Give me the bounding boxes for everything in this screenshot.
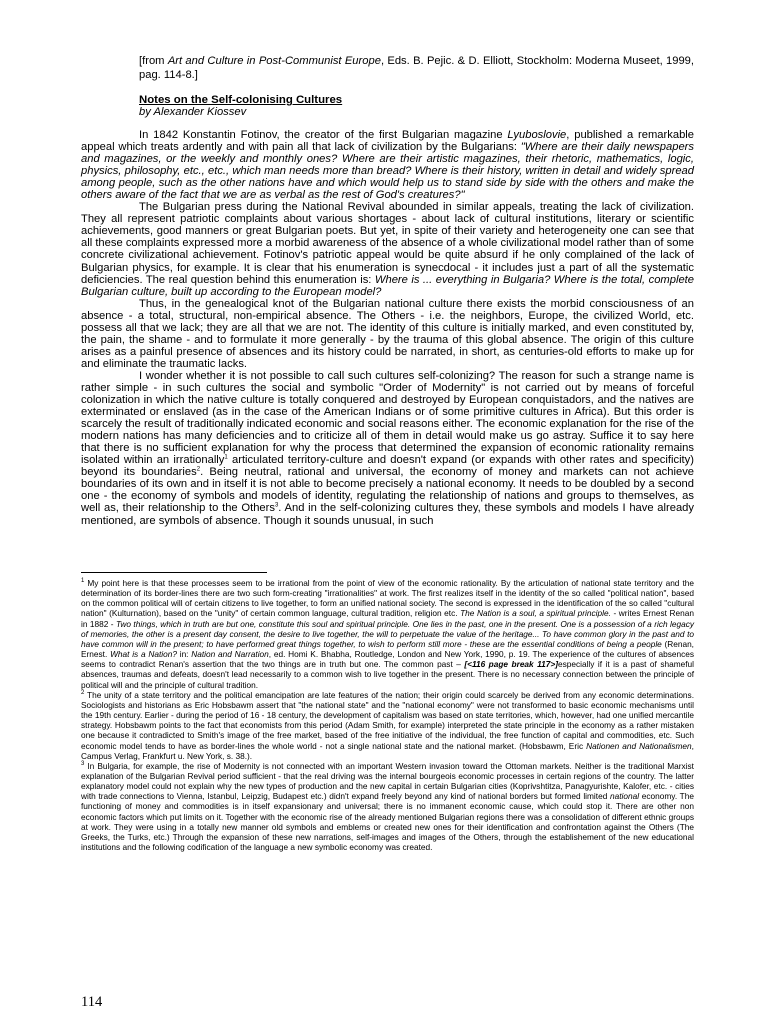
text-run: The Bulgarian press during the National Revival abounded in similar appeals, treating the lack of civilization. They all represent patriotic complaints about various shortages - about lack of cultural institutions, literary or scientific achievements, good manners or great Bulgarian poets. But yet, in spite of their variety and heterogeneity one can see that all these complaints expressed more a morbid awareness of the absence of a whole civilizational model rather than of some concrete civilizational achievement. Fotinov's patriotic appeal would be quite absurd if he only complained of the lack of Bulgarian physics, for example. It is clear that his enumeration is synecdocal - it includes just a part of all the systematic deficiencies. The real question behind this enumeration is: xyxy=(81,201,694,286)
page-break-marker: [<116 page break 117>] xyxy=(464,659,558,670)
text-run: In 1842 Konstantin Fotinov, the creator of the first Bulgarian magazine xyxy=(139,129,508,141)
source-citation xyxy=(139,54,694,82)
text-run: , published a remarkable appeal which treats ardently and with pain all that lack of civilization by the Bulgarians: xyxy=(81,129,694,154)
source-book-title: Art and Culture in Post-Communist Europe xyxy=(167,55,381,67)
footnote-number: 1 xyxy=(81,578,85,585)
text-run: (Renan, Ernest. xyxy=(81,638,694,660)
text-run: - writes Ernest Renan in 1882 - xyxy=(81,608,694,629)
footnotes xyxy=(81,578,694,852)
page-number: 114 xyxy=(81,994,103,1010)
text-run: . Being neutral, rational and universal, the economy of money and markets can not achieve boundaries of its own and in itself it is not able to become precisely a national economy. It needs to be doubled by a second one - the economy of symbols and models of identity, regulating the relationship of nations and groups to themselves, as well as, their relationship to the Others xyxy=(81,466,695,515)
text-run: My point here is that these processes seem to be irrational from the point of view of the economic rationality. By the articulation of national state territory and the determination of its border-lines there are two such form-creating "irrationalities" at work. The first realizes itself in the identity of the so called "political nation", based on the common political will of certain citizens to live together, to form an unified national society. The second is expressed in the identification of the so called "cultural nation" (Kulturnation), based on the "unity" of certain common language, cultural tradition, religion etc. xyxy=(81,578,694,619)
footnote-number: 2 xyxy=(81,689,85,696)
footnote-ref-1[interactable]: 1 xyxy=(224,454,228,461)
footnote-1 xyxy=(81,578,694,690)
footnote-ref-3[interactable]: 3 xyxy=(274,502,279,509)
paragraph-3: Thus, in the genealogical knot of the Bulgarian national culture there exists the morbid consciousness of an absence - a total, structural, non-empirical absence. The Others - i.e. the neighbors, Europe, the civilized World, etc. possess all that we lack; they are all that we are not. The identity of this culture is initially marked, and even constituted by, the pain, the shame - and to formulate it more generally - by the trauma of this global absence. The origin of this culture arises as a painful presence of absences and its history could be narrated, in short, as centuries-old efforts to make up for and eliminate the traumatic lacks. xyxy=(81,297,694,370)
emphasized-question: Where is ... everything in Bulgaria? Where is the total, complete Bulgarian culture, built up according to the European model? xyxy=(81,273,694,298)
text-run: , Campus Verlag, Frankfurt u. New York, s. 38.). xyxy=(81,740,694,761)
text-run: In Bulgaria, for example, the rise of Modernity is not connected with an important Western invasion toward the Ottoman markets. Neither is the traditional Marxist explanation of the Bulgarian Revival period sufficient - that the real driving was the internal bourgeois economic processes in certain regions of the country. The latter explanatory model could not explain why the new types of production and the new capital in certain Bulgarian cities (Koprivshtitza, Panagyurishte, Kalofer, etc. - cities with trade connections to Vienna, Istanbul, Leipzig, Budapest etc.) didn't expand freely beyond any kind of national borders but formed limited xyxy=(81,760,694,802)
italic-run: What is a Nation? xyxy=(110,649,177,660)
article-byline: by Alexander Kiossev xyxy=(139,106,247,118)
footnote-number: 3 xyxy=(81,761,85,768)
paragraph-2 xyxy=(81,201,694,297)
magazine-name: Lyuboslovie xyxy=(507,129,567,141)
article-body xyxy=(81,129,694,527)
footnote-ref-2[interactable]: 2 xyxy=(196,466,201,473)
fotinov-quote: "Where are their daily newspapers and magazines, or the weekly and monthly ones? Where are their artistic magazines, their rhetoric, mathematics, logic, physics, philosophy, etc., etc., which man needs more than bread? Where is their history, written in detail and widely spread among people, such as the other nations have and which would help us to stand side by side with the others and make the others aware of the fact that we are as verbal as the rest of God's creatures?" xyxy=(81,141,695,202)
text-run: I wonder whether it is not possible to call such cultures self-colonizing? The reason for such a strange name is rather simple - in such cultures the social and symbolic "Order of Modernity" is not carried out by means of forceful colonization in which the native culture is totally conquered and destroyed by European conquistadors, and the natives are exterminated or enslaved (as in the case of the American Indians or of some primitive cultures in Africa). But this order is scarcely the result of traditionally indicated economic and social reasons either. The economic explanation for the rise of the modern nations has many deficiencies and to criticize all of them in detail would make us go astray. Suffice it to say here that there is no sufficient explanation for why the process that determined the expansion of economic rationality remains isolated within an irrationally xyxy=(81,369,694,467)
text-run: economy. The functioning of money and commodities is in itself expansionary and universal; there is no immanent economic cause, which could stop it. There are other non economic factors which put limits on it. Together with the economic rise of the already mentioned Bulgarian regions there was a consolidation of different ethnic groups at work. They were using in a totally new manner old symbols and emblems or created new ones for their identification and confrontation against the Others (The Greeks, the Turks, etc.) Through the expansion of these new narrations, self-images and images of the Others, through the establishement of the new educational institutions and the following codification of the language a new symbolic economy was created. xyxy=(81,791,694,853)
article-title: Notes on the Self-colonising Cultures xyxy=(139,94,343,106)
italic-run: Nationen and Nationalismen xyxy=(586,740,692,751)
paragraph-4 xyxy=(81,370,694,527)
text-run: especially if it is a past of shameful absences, traumas and defeats, doesn't lead necessarily to a common wish to live together in the present. There is no necessary connection between the principle of political will and the principle of cultural tradition. xyxy=(81,659,694,690)
paragraph-1 xyxy=(81,129,694,201)
footnote-2 xyxy=(81,690,694,761)
italic-run: The Nation is a soul, a spiritual principle. xyxy=(460,608,611,619)
source-citation-prefix: [from xyxy=(139,55,168,67)
footnote-separator xyxy=(81,572,267,573)
italic-run: Nation and Narration xyxy=(191,649,269,660)
source-citation-details: , Eds. B. Pejic. & D. Elliott, Stockholm: Moderna Museet, 1999, pag. 114-8.] xyxy=(139,55,694,81)
text-run: articulated territory-culture and doesn't expand (or expands with other rates and specificity) beyond its boundaries xyxy=(81,454,694,479)
footnote-3 xyxy=(81,761,694,852)
text-run: The unity of a state territory and the political emancipation are late features of the nation; their origin could scarcely be derived from any economic determinations. Sociologists and historians as Eric Hobsbawm assert that "the national state" and the "national economy" were not transformed to basic economic mechanisms until the 19th century. Earlier - during the period of 16 - 18 century, the development of capitalism was based on state territories, which, however, had one unified mercantile strategy. Hobsbawm points to the fact that economists from this period (Adam Smith, for example) interpreted the state principle in the economy as a rather mistaken one because it contradicted to Smith's image of the free market, based of the free initiative of the individual, the free function of capital and commodities, etc. Such economic model tends to have as border-lines the whole world - not a single national state and the national market. (Hobsbawm, Eric xyxy=(81,689,694,751)
renan-quote: Two things, which in truth are but one, constitute this soul and spiritual principle. One lies in the past, one in the present. One is a possession of a rich legacy of memories, the other is a present day consent, the desire to live together, the will to perpetuate the value of the heritage... To have common glory in the past and to have common will in the present; to have performed great things together, to wish to perform still more - these are the essential conditions of being a people xyxy=(81,618,694,649)
text-run: , ed. Homi K. Bhabha, Routledge, London and New York, 1990, p. 19. The experience of the cultures of absences seems to contradict Renan's assertion that the two things are in truth but one. The common past – xyxy=(81,649,695,670)
text-run: in: xyxy=(176,649,192,660)
italic-run: national xyxy=(610,791,640,802)
text-run: . And in the self-colonizing cultures they, these symbols and models I have already mentioned, are symbols of absence. Though it sounds unusual, in such xyxy=(81,502,694,527)
